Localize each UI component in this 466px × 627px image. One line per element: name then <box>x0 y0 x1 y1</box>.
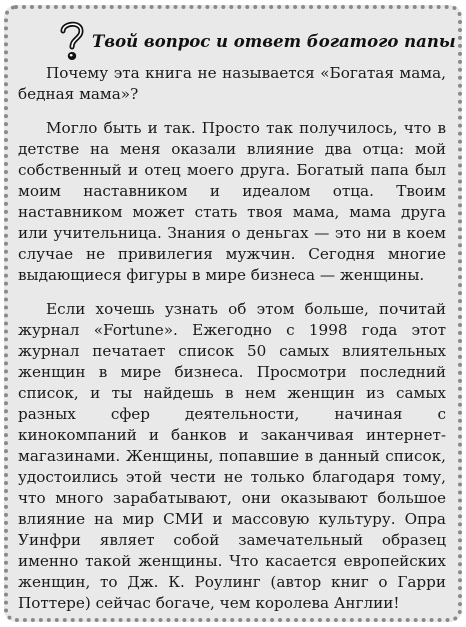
body-text <box>18 63 446 627</box>
answer-paragraph-1: Могло быть и так. Просто так получилось, что в детстве на меня оказали влияние два отца: мой собственный и отец моего друга. Богатый папа был моим наставником и идеалом отца. Твоим наставником может стать твоя мама, мама друга или учительница. Знания о деньгах — это ни в коем случае не привилегия мужчин. Сегодня многие выдающиеся фигуры в мире бизнеса — женщины. <box>18 119 446 284</box>
question-paragraph: Почему эта книга не называется «Богатая мама, бедная мама»? <box>18 64 446 103</box>
box-heading: Твой вопрос и ответ богатого папы <box>92 32 456 51</box>
question-mark-icon <box>59 19 85 63</box>
answer-paragraph-2: Если хочешь узнать об этом больше, почитай журнал «Fortune». Ежегодно с 1998 года этот журнал печатает список 50 самых влиятельных женщин в мире бизнеса. Просмотри последний список, и ты найдешь в нем женщин из самых разных сфер деятельности, начиная с кинокомпаний и банков и заканчивая интернет-магазинами. Женщины, попавшие в данный список, удостоились этой чести не только благодаря тому, что много зарабатывают, они оказывают большое влияние на мир СМИ и массовую культуру. Опра Уинфри являет собой замечательный образец именно такой женщины. Что касается европейских женщин, то Дж. К. Роулинг (автор книг о Гарри Поттере) сейчас богаче, чем королева Англии! <box>18 300 446 612</box>
